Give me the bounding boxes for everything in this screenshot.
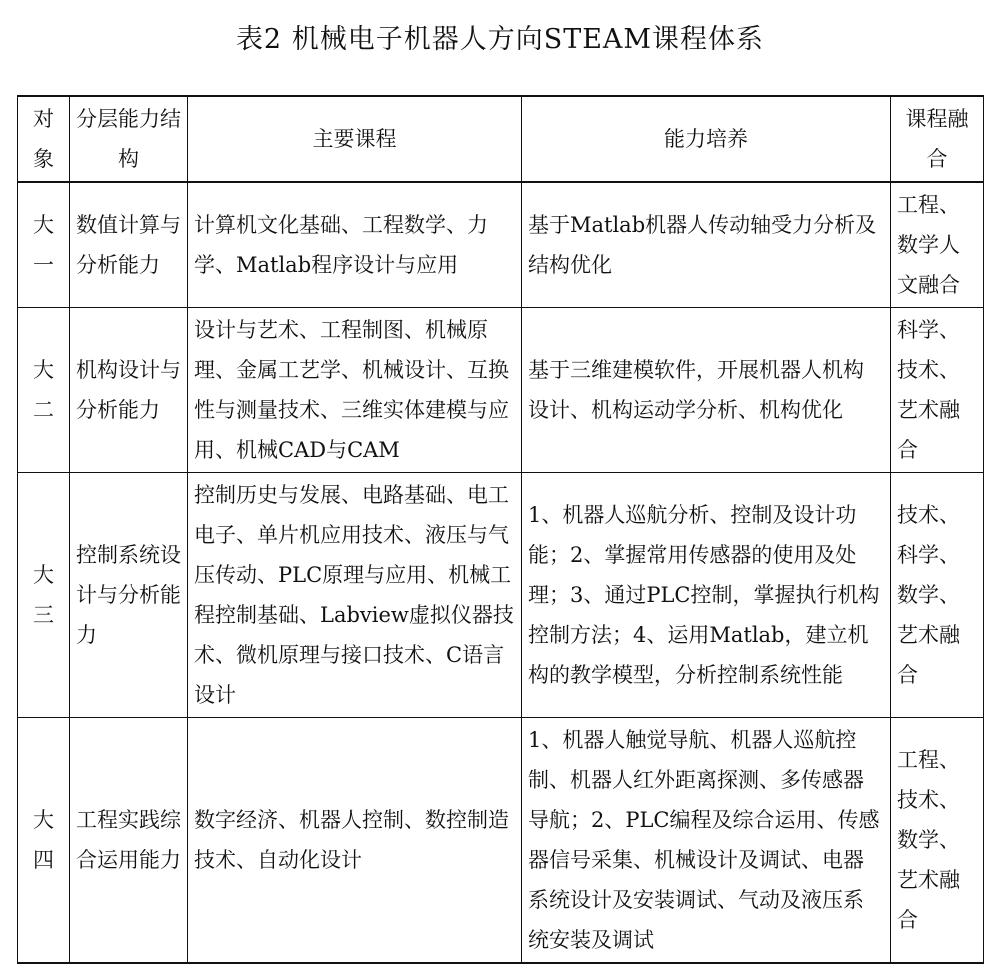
- header-ability-training: 能力培养: [522, 96, 891, 182]
- cell-object: 大四: [18, 718, 70, 964]
- cell-object: 大三: [18, 473, 70, 718]
- cell-fusion: 科学、技术、艺术融合: [891, 308, 984, 473]
- cell-training: 基于三维建模软件，开展机器人机构设计、机构运动学分析、机构优化: [522, 308, 891, 473]
- table-row: [18, 182, 984, 308]
- cell-training: 基于Matlab机器人传动轴受力分析及结构优化: [522, 182, 891, 308]
- course-system-table: [17, 95, 984, 964]
- cell-ability: 工程实践综合运用能力: [70, 718, 188, 964]
- cell-ability: 机构设计与分析能力: [70, 308, 188, 473]
- cell-ability: 控制系统设计与分析能力: [70, 473, 188, 718]
- cell-ability: 数值计算与分析能力: [70, 182, 188, 308]
- cell-training: 1、机器人巡航分析、控制及设计功能；2、掌握常用传感器的使用及处理；3、通过PLC控制，掌握执行机构控制方法；4、运用Matlab，建立机构的教学模型，分析控制系统性能: [522, 473, 891, 718]
- cell-training: 1、机器人触觉导航、机器人巡航控制、机器人红外距离探测、多传感器导航；2、PLC编程及综合运用、传感器信号采集、机械设计及调试、电器系统设计及安装调试、气动及液压系统安装及调试: [522, 718, 891, 964]
- table-row: [18, 718, 984, 964]
- cell-fusion: 工程、技术、数学、艺术融合: [891, 718, 984, 964]
- cell-fusion: 技术、科学、数学、艺术融合: [891, 473, 984, 718]
- table-row: [18, 308, 984, 473]
- cell-courses: 设计与艺术、工程制图、机械原理、金属工艺学、机械设计、互换性与测量技术、三维实体建模与应用、机械CAD与CAM: [188, 308, 522, 473]
- cell-courses: 控制历史与发展、电路基础、电工电子、单片机应用技术、液压与气压传动、PLC原理与应用、机械工程控制基础、Labview虚拟仪器技术、微机原理与接口技术、C语言设计: [188, 473, 522, 718]
- header-ability-structure: 分层能力结构: [70, 96, 188, 182]
- cell-courses: 计算机文化基础、工程数学、力学、Matlab程序设计与应用: [188, 182, 522, 308]
- table-title: 表2 机械电子机器人方向STEAM课程体系: [235, 24, 765, 55]
- header-object: 对象: [18, 96, 70, 182]
- header-row: [18, 96, 984, 182]
- cell-courses: 数字经济、机器人控制、数控制造技术、自动化设计: [188, 718, 522, 964]
- cell-object: 大一: [18, 182, 70, 308]
- header-course-fusion: 课程融合: [891, 96, 984, 182]
- cell-object: 大二: [18, 308, 70, 473]
- cell-fusion: 工程、数学人文融合: [891, 182, 984, 308]
- table-row: [18, 473, 984, 718]
- header-main-courses: 主要课程: [188, 96, 522, 182]
